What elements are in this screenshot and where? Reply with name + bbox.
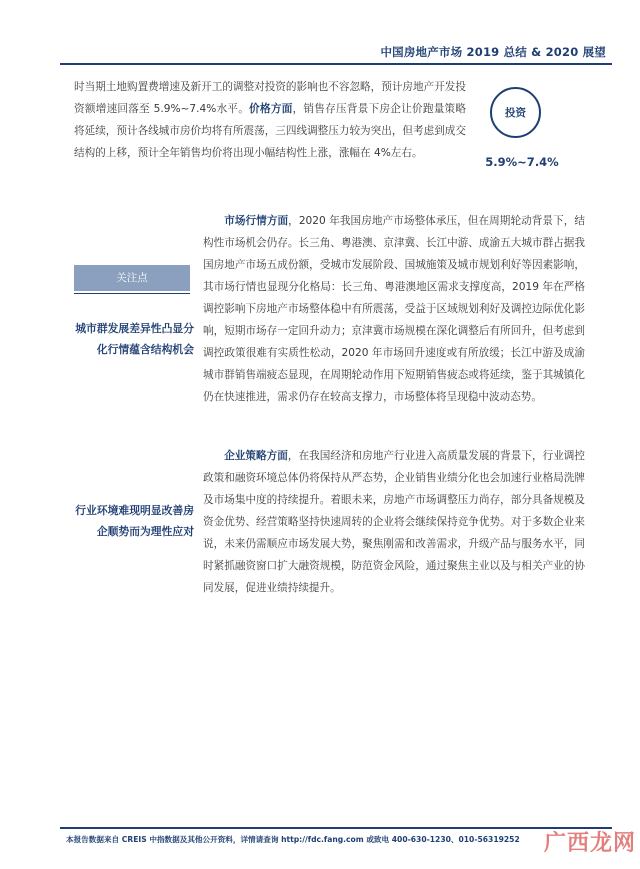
strategy-text: ，在我国经济和房地产行业进入高质量发展的背景下，行业调控政策和融资环境总体仍将保持从严态势，企业销售业绩分化也会加速行业格局洗牌及市场集中度的持续提升。着眼未来，房地产市场调整压力尚存，部分具备规模及资金优势、经营策略坚持快速周转的企业将会继续保持竞争优势。对于多数企业来说，未来仍需顺应市场发展大势，聚焦刚需和改善需求，升级产品与服务水平，同时紧抓融资窗口扩大融资规模，防范资金风险，通过聚焦主业以及与相关产业的协同发展，促进业绩持续提升。 <box>203 450 586 594</box>
intro-text-b: ，销售存压背景下房企让价跑量策略将延续，预计各线城市房价均将有所震荡，三四线调整压力较为突出，但考虑到成交结构的上移，预计全年销售均价将出现小幅结构性上涨，涨幅在 4%左右。 <box>74 103 467 159</box>
intro-text-a: 时当期土地购置费增速及新开工的调整对投资的影响也不容忽略，预计房地产开发投资额增速回落至 5.9%~7.4%水平。 <box>74 81 466 115</box>
watermark-logo: 广西龙网 <box>543 831 636 856</box>
metric-label: 投资 <box>505 107 526 119</box>
market-keyword: 市场行情方面 <box>224 215 289 227</box>
side-note-city-clusters: 城市群发展差异性凸显分化行情蕴含结构机会 <box>75 322 194 356</box>
market-text: ，2020 年我国房地产市场整体承压，但在周期轮动背景下，结构性市场机会仍存。长三角、粤港澳、京津冀、长江中游、成渝五大城市群占据我国房地产市场五成份额，受城市发展阶段、国城施策及城市规划利好等因素影响，其市场行情也显现分化格局：长三角、粤港澳地区需求支撑度高，2019 年在严格调控影响下房地产市场整体稳中有所震荡，受益于区域规划利好及调控边际优化影响，短期市场存一定回升动力；京津冀市场规模在深化调整后有所回升，但考虑到调控政策很难有实质性松动，2020 年市场回升速度或有所放缓；长江中游及成渝城市群销售端疲态显现，在周期轮动作用下短期销售疲态或将延续，鉴于其城镇化仍在快速推进，需求仍存在较高支撑力，市场整体将呈现稳中波动态势。 <box>203 215 586 403</box>
investment-metric-value: 5.9%~7.4% <box>485 155 559 169</box>
report-header-title: 中国房地产市场 2019 总结 & 2020 展望 <box>380 45 606 59</box>
footer-divider <box>60 827 612 829</box>
price-keyword: 价格方面 <box>249 103 293 115</box>
strategy-paragraph <box>203 445 585 599</box>
side-note-industry-environment: 行业环境难现明显改善房企顺势而为理性应对 <box>75 504 194 538</box>
investment-metric-badge <box>490 87 541 138</box>
market-paragraph <box>203 210 585 408</box>
footer-source-note: 本报告数据来自 CREIS 中指数据及其他公开资料，详情请查询 http://fdc.fang.com 或致电 400-630-1230、010-56319252 <box>66 835 520 844</box>
intro-paragraph <box>74 76 466 164</box>
focus-points-label: 关注点 <box>74 265 190 291</box>
header-divider <box>60 63 612 65</box>
strategy-keyword: 企业策略方面 <box>224 450 288 462</box>
focus-divider <box>74 293 190 294</box>
